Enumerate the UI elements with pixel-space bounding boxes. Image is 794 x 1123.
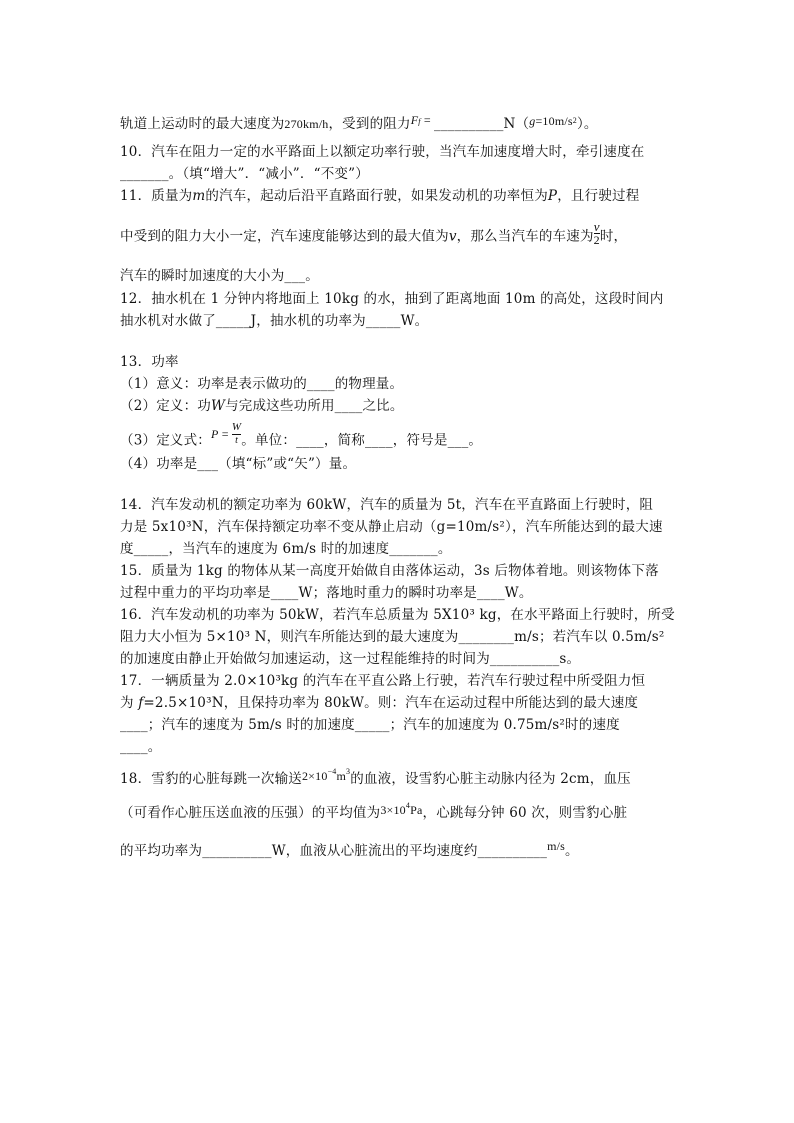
text: ，受到的阻力 bbox=[328, 116, 411, 132]
line-q16-end: 的加速度由静止开始做匀加速运动，这一过程能维持的时间为__________s。 bbox=[120, 651, 581, 667]
force-symbol: f bbox=[138, 695, 144, 711]
text: 。单位：____，简称____，符号是___。 bbox=[241, 432, 483, 449]
friction-symbol bbox=[411, 113, 421, 127]
g-value: =10m/s bbox=[535, 114, 573, 128]
g-exponent: 2 bbox=[572, 116, 577, 125]
exponent: 4 bbox=[405, 801, 411, 810]
text: 。 bbox=[565, 843, 579, 859]
line-q18-cont bbox=[120, 801, 627, 821]
text: ，心跳每分钟 60 次，则雪豹心脏 bbox=[422, 805, 628, 821]
line-q17-end: ____。 bbox=[120, 739, 162, 755]
friction-F: F bbox=[410, 113, 419, 127]
answer-blank: __________ bbox=[434, 116, 504, 132]
fraction-numerator: v bbox=[593, 219, 600, 234]
line-q14-end: 度_____，当汽车的速度为 6m/s 时的加速度_______。 bbox=[120, 541, 452, 557]
text: 的汽车，起动后沿平直路面行驶，如果发动机的功率恒为 bbox=[205, 188, 548, 204]
exponent: −4 bbox=[327, 767, 337, 776]
velocity-symbol: v bbox=[448, 228, 457, 245]
line-q13-1: （1）意义：功率是表示做功的____的物理量。 bbox=[120, 376, 404, 392]
power-symbol: P bbox=[547, 188, 558, 204]
fraction-numerator: W bbox=[231, 421, 242, 433]
unit-pa: Pa bbox=[410, 803, 423, 817]
work-symbol: W bbox=[211, 398, 226, 414]
line-q14-cont: 力是 5x10³N，汽车保持额定功率不变从静止启动（g=10m/s²），汽车所能达到的最大速 bbox=[120, 519, 663, 535]
line-q17-cont2: ____；汽车的速度为 5m/s 时的加速度_____；汽车的加速度为 0.75m/s²时的速度 bbox=[120, 717, 620, 733]
line-q18 bbox=[120, 767, 631, 787]
text: 11．质量为 bbox=[120, 188, 193, 204]
line-q12-cont: 抽水机对水做了_____J，抽水机的功率为_____W。 bbox=[120, 313, 429, 329]
friction-subscript: f bbox=[418, 117, 421, 126]
unit-m-per-s: m/s bbox=[547, 839, 566, 853]
text: ，且行驶过程 bbox=[557, 188, 640, 204]
line-q17-cont bbox=[120, 691, 638, 711]
math-volume: 2×10 bbox=[301, 769, 328, 783]
fraction-denominator: t bbox=[232, 434, 241, 447]
line-q13-4: （4）功率是___（填“标”或“矢”）量。 bbox=[120, 456, 357, 472]
text: 为 bbox=[120, 695, 139, 711]
power-symbol: P bbox=[211, 426, 219, 441]
fraction-W-over-t bbox=[232, 421, 241, 447]
text: （可看作心脏压送血液的压强）的平均值为 bbox=[120, 805, 381, 821]
line-q11-cont bbox=[120, 219, 628, 250]
line-q9-tail bbox=[120, 112, 598, 132]
text: 18．雪豹的心脏每跳一次输送 bbox=[120, 771, 302, 787]
line-q12: 12．抽水机在 1 分钟内将地面上 10kg 的水，抽到了距离地面 10m 的高处，这段时间内 bbox=[120, 291, 664, 307]
text: N（ bbox=[503, 116, 530, 132]
text: 的血液，设雪豹心脏主动脉内径为 2cm，血压 bbox=[350, 771, 631, 787]
text: =2.5×10³N，且保持功率为 80kW。则：汽车在运动过程中所能达到的最大速度 bbox=[143, 695, 639, 711]
mass-symbol: m bbox=[192, 188, 206, 204]
exponent: 3 bbox=[346, 767, 351, 776]
line-q14: 14．汽车发动机的额定功率为 60kW，汽车的质量为 5t，汽车在平直路面上行驶时，阻 bbox=[120, 497, 654, 513]
line-q16: 16．汽车发动机的功率为 50kW，若汽车总质量为 5X10³ kg，在水平路面上行驶时，所受 bbox=[120, 607, 675, 623]
line-q17: 17．一辆质量为 2.0×10³kg 的汽车在平直公路上行驶，若汽车行驶过程中所受阻力恒 bbox=[120, 673, 646, 689]
math-pressure: 3×10 bbox=[380, 803, 406, 817]
text: 时， bbox=[599, 228, 628, 245]
text: 轨道上运动时的最大速度为 bbox=[120, 116, 285, 132]
text: 的平均功率为__________W，血液从心脏流出的平均速度约__________ bbox=[120, 843, 548, 859]
equals: = bbox=[218, 426, 232, 441]
text: 中受到的阻力大小一定，汽车速度能够达到的最大值为 bbox=[120, 228, 449, 245]
speed-value: 270km/h bbox=[284, 117, 329, 131]
g-symbol: g bbox=[529, 114, 536, 128]
fraction-denominator: 2 bbox=[593, 233, 600, 247]
text: ，那么当汽车的车速为 bbox=[456, 228, 594, 245]
text: 与完成这些功所用____之比。 bbox=[225, 398, 404, 414]
line-q16-cont: 阻力大小恒为 5×10³ N，则汽车所能达到的最大速度为________m/s；若汽车以 0.5m/s² bbox=[120, 629, 665, 645]
line-q10: 10．汽车在阻力一定的水平路面上以额定功率行驶，当汽车加速度增大时，牵引速度在 bbox=[120, 144, 645, 160]
text: （2）定义：功 bbox=[120, 398, 211, 414]
line-q11-end: 汽车的瞬时加速度的大小为___。 bbox=[120, 268, 319, 284]
text: ）。 bbox=[576, 116, 598, 132]
line-q15: 15．质量为 1kg 的物体从某一高度开始做自由落体运动，3s 后物体着地。则该物体下落 bbox=[120, 563, 659, 579]
line-q15-cont: 过程中重力的平均功率是____W；落地时重力的瞬时功率是____W。 bbox=[120, 585, 533, 601]
line-q13-3 bbox=[120, 421, 483, 454]
line-q13-title: 13．功率 bbox=[120, 354, 179, 370]
line-q10-cont: _______。（填“增大”．“减小”．“不变”） bbox=[120, 166, 369, 182]
equals: = bbox=[420, 113, 435, 127]
unit-m: m bbox=[336, 769, 347, 783]
line-q18-end bbox=[120, 839, 579, 859]
line-q13-2 bbox=[120, 394, 404, 414]
line-q11 bbox=[120, 184, 639, 204]
text: （3）定义式： bbox=[120, 432, 211, 449]
fraction-v-over-2 bbox=[594, 220, 600, 246]
